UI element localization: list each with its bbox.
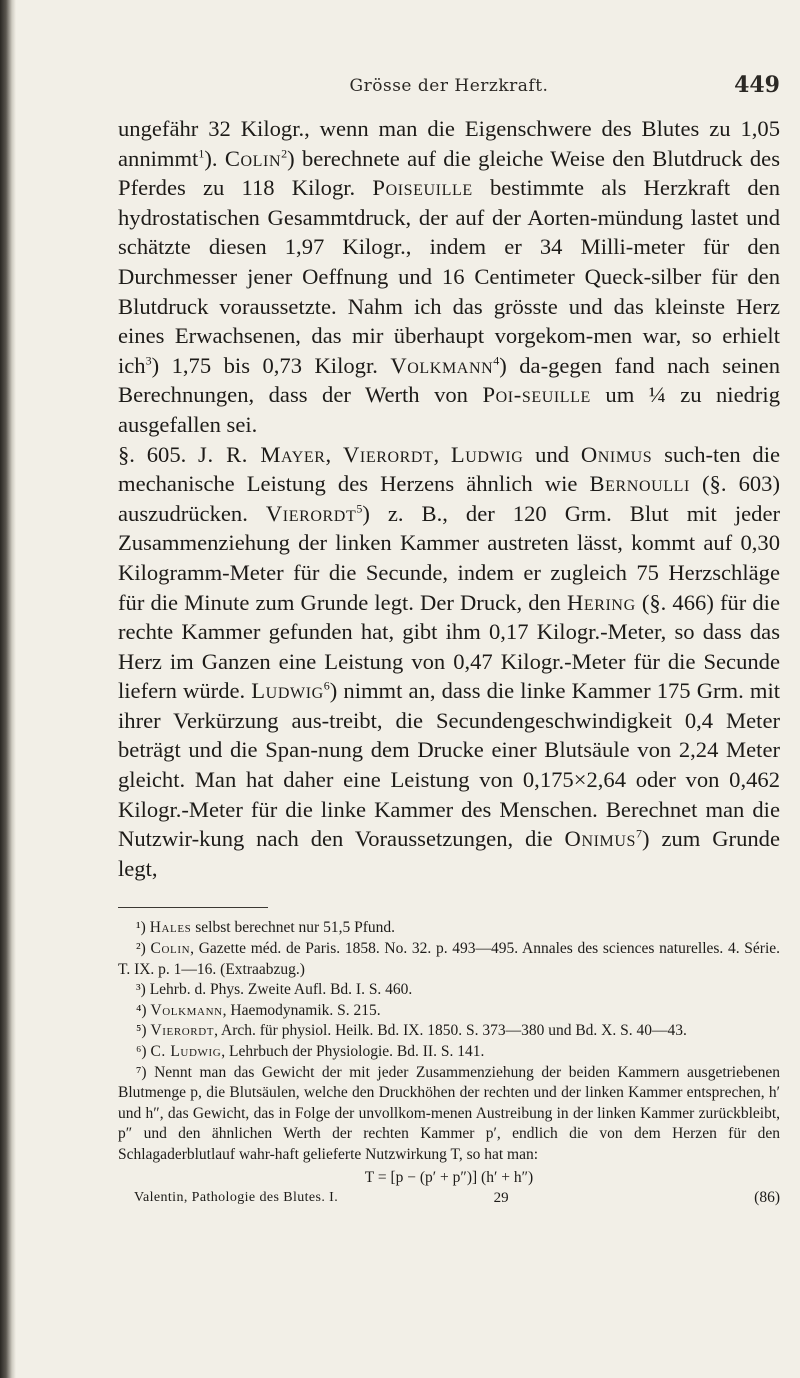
footnote-5: ⁵) Vierordt, Arch. für physiol. Heilk. Bd. IX. 1850. S. 373—380 und Bd. X. S. 40—43. — [136, 1022, 687, 1040]
running-title: Grösse der Herzkraft. — [349, 76, 549, 96]
page-header — [118, 70, 780, 114]
page-binding-edge — [0, 0, 16, 1378]
author-mayer: J. R. Mayer — [198, 441, 326, 467]
footnotes — [118, 918, 780, 1208]
footnote-ref-2[interactable]: 2 — [281, 146, 288, 161]
footnote-ref-7[interactable]: 7 — [636, 826, 643, 841]
author-poiseuille-2: Poi-seuille — [482, 382, 591, 408]
author-ludwig-2: Ludwig — [251, 678, 324, 704]
footnote-3: ³) Lehrb. d. Phys. Zweite Aufl. Bd. I. S. 460. — [136, 981, 413, 999]
footnote-ref-1[interactable]: 1 — [198, 146, 205, 161]
author-volkmann: Volkmann — [390, 352, 494, 378]
footnote-ref-6[interactable]: 6 — [323, 678, 330, 693]
author-bernoulli: Bernoulli — [589, 471, 690, 497]
signature-mark: 29 — [493, 1190, 509, 1207]
footnote-ref-3[interactable]: 3 — [145, 353, 152, 368]
page-footer — [118, 1188, 780, 1209]
author-hering: Hering — [566, 589, 636, 615]
page-number: 449 — [734, 72, 780, 98]
author-poiseuille: Poiseuille — [372, 175, 473, 201]
footnote-6: ⁶) C. Ludwig, Lehrbuch der Physiologie. Bd. II. S. 141. — [136, 1043, 485, 1060]
footnote-7: ⁷) Nennt man das Gewicht der mit jeder Zusammenziehung der beiden Kammern ausgetriebenen Blutmenge p, die Blutsäulen, welche den Druckhöhen der rechten und der linken Kammer entsprechen, h′ und h″, das Gewicht, das in Folge der unvollkom-menen Austreibung in der linken Kammer zurückbleibt, p″ und den ähnlichen Werth der rechten Kammer p′, endlich die von dem Herzen für den Schlagaderblutlauf wahr-haft gelieferte Nutzwirkung T, so hat man: — [118, 1063, 780, 1163]
imprint-line: Valentin, Pathologie des Blutes. I. — [134, 1190, 339, 1206]
footnote-divider — [118, 907, 268, 908]
author-ludwig: Ludwig — [450, 441, 524, 467]
footnote-2: ²) Colin, Gazette méd. de Paris. 1858. No. 32. p. 493—495. Annales des sciences naturelles. 4. Série. T. IX. p. 1—16. (Extraabzug.) — [118, 940, 781, 978]
equation-number: (86) — [754, 1189, 780, 1207]
formula: T = [p − (p′ + p″)] (h′ + h″) — [364, 1168, 534, 1186]
author-onimus: Onimus — [580, 441, 653, 467]
paragraph-1: ungefähr 32 Kilogr., wenn man die Eigenschwere des Blutes zu 1,05 annimmt$^1$). Colin$^2$) berechnete auf die gleiche Weise den Blutdruck des Pferdes zu 118 Kilogr. Poiseuille bestimmte als Herzkraft den hydrostatischen Gesammtdruck, der auf der Aorten-mündung lastet und schätzte diesen 1,97 Kilogr., indem er 34 Milli-meter für den Durchmesser jener Oeffnung und 16 Centimeter Queck-silber für den Blutdruck voraussetzte. Nahm ich das grösste und das kleinste Herz eines Erwachsenen, das mir überhaupt vorgekom-men war, so erhielt ich$^3$) 1,75 bis 0,73 Kilogr. Volkmann$^4$) da-gegen fand nach seinen Berechnungen, dass der Werth von Poi-seuille um ¼ zu niedrig ausgefallen sei. — [118, 116, 781, 437]
author-vierordt: Vierordt — [342, 441, 434, 467]
main-text — [118, 114, 780, 883]
author-onimus-2: Onimus — [564, 826, 637, 852]
book-page — [118, 70, 780, 1209]
paragraph-2: §. 605. J. R. Mayer, Vierordt, Ludwig und Onimus such-ten die mechanische Leistung des Herzens ähnlich wie Bernoulli (§. 603) auszudrücken. Vierordt$^5$) z. B., der 120 Grm. Blut mit jeder Zusammenziehung der linken Kammer austreten lässt, kommt auf 0,30 Kilogramm-Meter für die Secunde, indem er zugleich 75 Herzschläge für die Minute zum Grunde legt. Der Druck, den Hering (§. 466) für die rechte Kammer gefunden hat, gibt ihm 0,17 Kilogr.-Meter, so dass das Herz im Ganzen eine Leistung von 0,47 Kilogr.-Meter für die Secunde liefern würde. Ludwig$^6$) nimmt an, dass die linke Kammer 175 Grm. mit ihrer Verkürzung aus-treibt, die Secundengeschwindigkeit 0,4 Meter beträgt und die Span-nung dem Drucke einer Blutsäule von 2,24 Meter gleicht. Man hat daher eine Leistung von 0,175×2,64 oder von 0,462 Kilogr.-Meter für die linke Kammer des Menschen. Berechnet man die Nutzwir-kung nach den Voraussetzungen, die Onimus$^7$) zum Grunde legt, — [118, 441, 781, 881]
footnote-ref-5[interactable]: 5 — [356, 501, 363, 516]
footnote-1: ¹) Hales selbst berechnet nur 51,5 Pfund. — [136, 919, 396, 937]
author-colin: Colin — [224, 145, 282, 171]
footnote-ref-4[interactable]: 4 — [493, 353, 500, 368]
author-vierordt-2: Vierordt — [265, 500, 357, 526]
footnote-4: ⁴) Volkmann, Haemodynamik. S. 215. — [136, 1001, 381, 1019]
